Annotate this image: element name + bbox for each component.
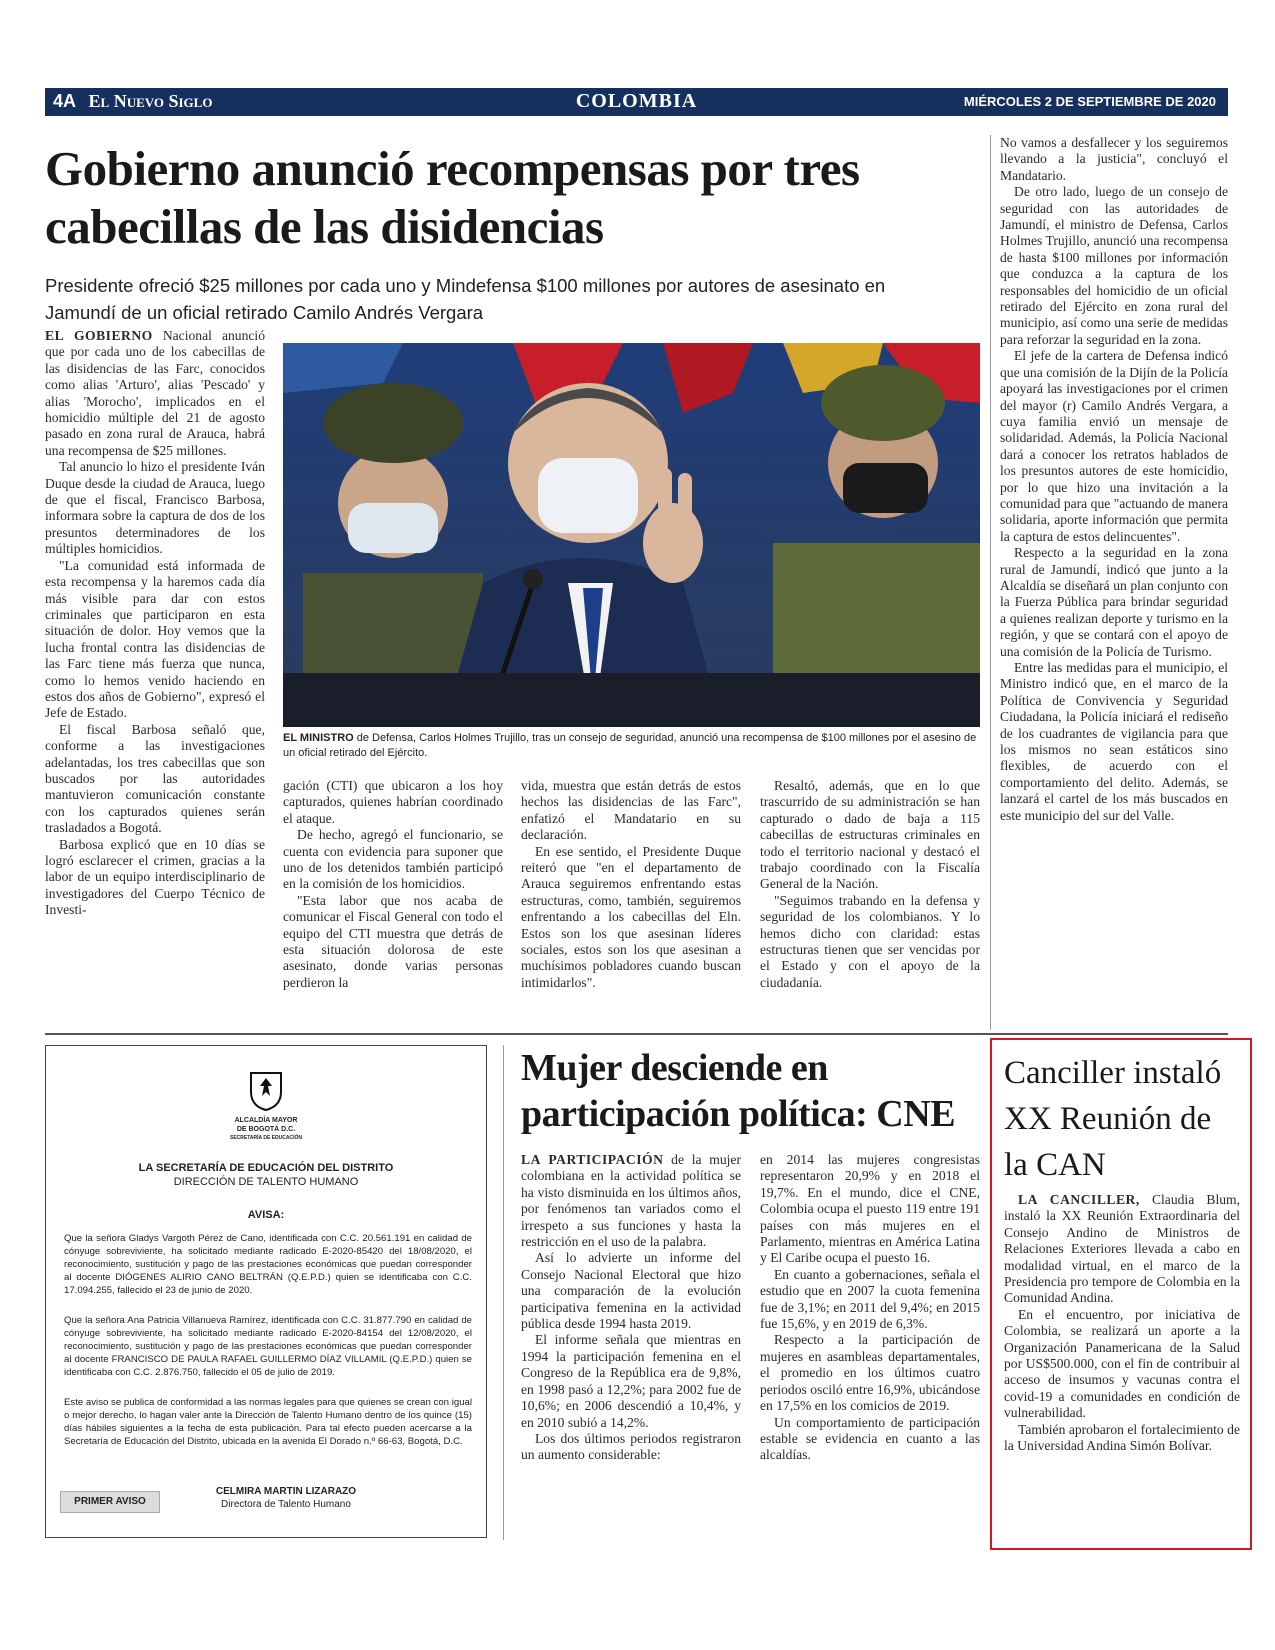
paragraph: Respecto a la participación de mujeres en asambleas departamentales, el promedio en los últimos cuatro periodos osciló entre 16,9%, ubicándose en 17,5% en los comicios de 2019. <box>760 1332 980 1414</box>
bogota-seal <box>46 1070 486 1117</box>
section-name: COLOMBIA <box>575 90 698 112</box>
article-lead: EL GOBIERNO <box>45 328 153 343</box>
legal-notice <box>45 1045 487 1538</box>
paragraph: También aprobaron el fortalecimiento de la Universidad Andina Simón Bolívar. <box>1004 1421 1240 1454</box>
paragraph: gación (CTI) que ubicaron a los hoy capturados, quienes habrían coordinado el ataque. <box>283 778 503 826</box>
paragraph: Un comportamiento de participación estable se evidencia en cuanto a las alcaldías. <box>760 1414 980 1463</box>
section-header-bar <box>45 88 1228 116</box>
paragraph: "Esta labor que nos acaba de comunicar el Fiscal General con todo el equipo del CTI muestra que detrás de esta situación dolorosa de este asesinato, donde varias personas perdieron la <box>283 892 503 990</box>
org-line: DE BOGOTÁ D.C. <box>236 1126 296 1133</box>
signer-title: Directora de Talento Humano <box>221 1499 351 1510</box>
notice-subtitle: DIRECCIÓN DE TALENTO HUMANO <box>173 1176 359 1188</box>
notice-avisa: AVISA: <box>247 1209 285 1221</box>
main-photo <box>283 343 980 727</box>
main-article-column-3 <box>521 778 741 991</box>
caption-lead: EL MINISTRO <box>283 732 354 744</box>
main-subhead: Presidente ofreció $25 millones por cada uno y Mindefensa $100 millones por autores de asesinato en Jamundí de un oficial retirado Camilo Andrés Vergara <box>45 275 886 323</box>
coat-of-arms-icon <box>248 1070 284 1112</box>
third-article-body <box>1004 1192 1240 1455</box>
main-article-column-2 <box>283 778 503 991</box>
paragraph: Barbosa explicó que en 10 días se logró esclarecer el crimen, gracias a la labor de un equipo interdisciplinario de investigadores del Cuerpo Técnico de Investi- <box>45 836 265 918</box>
main-article-column-4 <box>760 778 980 991</box>
notice-title: LA SECRETARÍA DE EDUCACIÓN DEL DISTRITO <box>138 1162 394 1174</box>
paragraph: Nacional anunció que por cada uno de los cabecillas de las disidencias de las Farc, conocidos como alias 'Arturo', alias 'Pescado' y alias 'Morocho', implicados en el homicidio múltiple del 21 de agosto pasado en zona rural de Arauca, habrá una recompensa de $25 millones. <box>45 328 265 458</box>
paragraph: No vamos a desfallecer y los seguiremos llevando a la justicia", concluyó el Mandatario. <box>1000 135 1228 183</box>
paragraph: "La comunidad está informada de esta recompensa y la haremos cada día más visible para dar con estos criminales que participaron en esta situación de dolor. Hoy vemos que la lucha frontal contra las disidencias de las Farc tiene más fuerza que nunca, como lo hemos venido haciendo en estos dos años de Gobierno", expresó el Jefe de Estado. <box>45 557 265 721</box>
column-divider <box>990 135 991 1030</box>
paragraph: El jefe de la cartera de Defensa indicó que una comisión de la Dijín de la Policía apoyará las investigaciones por el crimen del mayor (r) Camilo Andrés Vergara, a cuya familia envió un mensaje de solidaridad. Además, la Policía Nacional dará a conocer los retratos hablados de los presuntos autores de este homicidio, por lo que hizo una invitación a la comunidad para que "actuando de manera solidaria, aporte información que permita la captura de estos delincuentes". <box>1000 348 1228 544</box>
photo-caption <box>283 731 980 761</box>
newspaper-name: El Nuevo Siglo <box>88 91 213 111</box>
second-article-column-2 <box>760 1152 980 1464</box>
article-lead: LA CANCILLER, <box>1018 1192 1140 1207</box>
notice-paragraph: Que la señora Gladys Vargoth Pérez de Cano, identificada con C.C. 20.561.191 en calidad de cónyuge sobreviviente, ha solicitado mediante radicado E-2020-85420 del 18/08/2020, el reconocimiento, sustitución y pago de las prestaciones económicas que puedan corresponder al docente DIÓGENES ALIRIO CANO BELTRÁN (Q.E.P.D.) quien se identificaba con C.C. 17.094.255, fallecido el 23 de junio de 2020. <box>64 1233 472 1296</box>
paragraph: En cuanto a gobernaciones, señala el estudio que en 2007 la cuota femenina fue de 3,1%; en 2011 del 9,4%; en 2015 fue 15,6%, y en 2019 de 6,3%. <box>760 1266 980 1332</box>
main-article-column-5 <box>1000 135 1228 824</box>
paragraph: "Seguimos trabando en la defensa y seguridad de los colombianos. Y lo hemos dicho con claridad: estas estructuras tienen que ser vencidas por el Estado y con el apoyo de la ciudadanía. <box>760 892 980 990</box>
paragraph: En ese sentido, el Presidente Duque reiteró que "en el departamento de Arauca seguiremos enfrentando estas estructuras, como, también, seguiremos enfrentando a los cabecillas del Eln. Estos son los que asesinan líderes sociales, estos son los que asesinan a muchísimos pobladores cuando buscan intimidarlos". <box>521 843 741 990</box>
page-number: 4A <box>53 91 77 111</box>
paragraph: Resaltó, además, que en lo que trascurrido de su administración se han capturado o dado de baja a 115 cabecillas de estructuras criminales en todo el territorio nacional y destacó el trabajo coordinado con la Fiscalía General de la Nación. <box>760 778 980 892</box>
signer-name: CELMIRA MARTIN LIZARAZO <box>215 1486 357 1497</box>
paragraph: El informe señala que mientras en 1994 la participación femenina en el Congreso de la República era de 9,8%, en 1998 pasó a 12,2%; para 2002 fue de 10,6%; en 2006 descendió a 10,4%, y en 2010 subió a 14,2%. <box>521 1332 741 1430</box>
second-headline: Mujer desciende en participación política: CNE <box>521 1047 956 1135</box>
article-lead: LA PARTICIPACIÓN <box>521 1152 664 1167</box>
paragraph: De hecho, agregó el funcionario, se cuenta con evidencia para suponer que uno de los detenidos también participó en la comisión de los homicidios. <box>283 827 503 892</box>
notice-paragraph: Este aviso se publica de conformidad a las normas legales para que quienes se crean con igual o mejor derecho, lo hagan valer ante la Dirección de Talento Humano dentro de los quince (15) días hábiles siguientes a la fecha de esta publicación. Para tal efecto pueden acercarse a la Secretaría de Educación del Distrito, ubicada en la avenida El Dorado n.º 66-63, Bogotá, D.C. <box>64 1397 472 1447</box>
main-article-column-1 <box>45 328 265 919</box>
paragraph: en 2014 las mujeres congresistas representaron 20,9% y en 2018 el 19,7%. En el mundo, dice el CNE, Colombia ocupa el puesto 119 entre 191 países con más mujeres en el Parlamento, mientras en América Latina y El Caribe ocupa el puesto 16. <box>760 1152 980 1266</box>
org-line: ALCALDÍA MAYOR <box>234 1117 298 1124</box>
paragraph: vida, muestra que están detrás de estos hechos las disidencias de las Farc", enfatizó el Mandatario en su declaración. <box>521 778 741 843</box>
paragraph: De otro lado, luego de un consejo de seguridad con las autoridades de Jamundí, el ministro de Defensa, Carlos Holmes Trujillo, anunció una recompensa de hasta $100 millones por información que conduzca a la captura de los responsables del homicidio de un oficial retirado del Ejército en zona rural del municipio, así como una serie de medidas para reforzar la seguridad en la zona. <box>1000 184 1228 347</box>
paragraph: Así lo advierte un informe del Consejo Nacional Electoral que hizo una comparación de la evolución participativa femenina en la actividad pública desde 1994 hasta 2019. <box>521 1250 741 1332</box>
notice-paragraph: Que la señora Ana Patricia Villanueva Ramírez, identificada con C.C. 31.877.790 en calidad de cónyuge sobreviviente, ha solicitado mediante radicado E-2020-84154 del 12/08/2020, el reconocimiento, sustitución y pago de las prestaciones económicas que puedan corresponder al docente FRANCISCO DE PAULA RAFAEL GUILLERMO DÍAZ VILLAMIL (Q.E.P.D.) quien se identificaba con C.C. 2.876.750, fallecido el 05 de julio de 2019. <box>64 1315 472 1378</box>
paragraph: Entre las medidas para el municipio, el Ministro indicó que, en el marco de la Política de Convivencia y Seguridad Ciudadana, la Policía iniciará el rediseño de los cuadrantes de vigilancia para que los mismos no sean estáticos sino flexibles, de acuerdo con el comportamiento del delito. Además, se lanzará el cartel de los más buscados en este municipio del sur del Valle. <box>1000 660 1228 823</box>
second-article-column-1 <box>521 1152 741 1464</box>
paragraph: de la mujer colombiana en la actividad política se ha visto disminuida en los últimos años, por fenómenos tan variados como el irrespeto a sus funciones y hasta la restricción en el uso de la palabra. <box>521 1152 741 1250</box>
aviso-label: PRIMER AVISO <box>60 1491 160 1513</box>
paragraph: Claudia Blum, instaló la XX Reunión Extraordinaria del Consejo Andino de Ministros de Relaciones Exteriores llevada a cabo en modalidad virtual, en el marco de la Presidencia pro tempore de Colombia en la Comunidad Andina. <box>1004 1192 1241 1306</box>
paragraph: Respecto a la seguridad en la zona rural de Jamundí, indicó que junto a la Alcaldía se diseñará un plan conjunto con la Fuerza Pública para brindar seguridad a quienes realizan deporte y turismo en la región, y que se contará con el apoyo de una comisión de la Policía de Turismo. <box>1000 545 1228 659</box>
org-line: SECRETARÍA DE EDUCACIÓN <box>230 1135 302 1141</box>
paragraph: El fiscal Barbosa señaló que, conforme a las investigaciones adelantadas, los tres cabecillas que son buscados por las autoridades mantuvieron comunicación constante con los capturados quienes serán trasladados a Bogotá. <box>45 721 265 836</box>
minister-photo-illustration <box>283 343 980 727</box>
main-headline: Gobierno anunció recompensas por tres cabecillas de las disidencias <box>45 141 860 254</box>
section-divider <box>45 1033 1228 1035</box>
issue-date: MIÉRCOLES 2 DE SEPTIEMBRE DE 2020 <box>963 94 1216 109</box>
paragraph: Tal anuncio lo hizo el presidente Iván Duque desde la ciudad de Arauca, luego de que el fiscal, Francisco Barbosa, informara sobre la captura de dos de los presuntos determinadores de los múltiples homicidios. <box>45 459 265 557</box>
paragraph: Los dos últimos periodos registraron un aumento considerable: <box>521 1430 741 1463</box>
column-divider <box>503 1045 504 1540</box>
third-headline: Canciller instaló XX Reunión de la CAN <box>1004 1055 1222 1183</box>
paragraph: En el encuentro, por iniciativa de Colombia, se realizará un aporte a la Organización Panamericana de la Salud por US$500.000, con el fin de contribuir al acceso de insumos y vacunas contra el covid-19 a comunidades en condición de vulnerabilidad. <box>1004 1306 1240 1421</box>
caption-text: de Defensa, Carlos Holmes Trujillo, tras un consejo de seguridad, anunció una recompensa de $100 millones por el asesino de un oficial retirado del Ejército. <box>283 732 977 759</box>
